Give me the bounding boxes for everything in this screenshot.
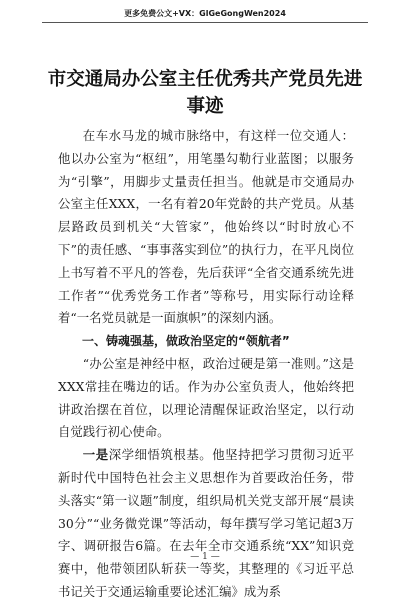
document-body bbox=[58, 125, 354, 604]
page-number: — 1 — bbox=[190, 552, 220, 562]
point-body-text: 深学细悟筑根基。他坚持把学习贯彻习近平新时代中国特色社会主义思想作为首要政治任务，带头落实“第一议题”制度，组织局机关党支部开展“晨读30分”“业务微党课”等活动，每年撰写学习笔记超3万字、调研报告6篇。在去年全市交通系统“XX”知识竞赛中，他带领团队斩获一等奖，其整理的《习近平总书记关于交通运输重要论述汇编》成为系 bbox=[58, 447, 355, 599]
header-note: 更多免费公文+VX：GlGeGongWen2024 bbox=[124, 9, 286, 18]
intro-paragraph: 在车水马龙的城市脉络中，有这样一位交通人：他以办公室为“枢纽”，用笔墨勾勒行业蓝图；以服务为“引擎”，用脚步丈量责任担当。他就是市交通局办公室主任XXX，一名有着20年党龄的共产党员。从基层路政员到机关“大管家”，他始终以“时时放心不下”的责任感、“事事落实到位”的执行力，在平凡岗位上书写着不平凡的答卷，先后获评“全省交通系统先进工作者”“优秀党务工作者”等称号，用实际行动诠释着“一名党员就是一面旗帜”的深刻内涵。 bbox=[58, 128, 354, 326]
section-heading-1: 一、铸魂强基，做政治坚定的“领航者” bbox=[82, 334, 290, 349]
document-title: 市交通局办公室主任优秀共产党员先进事迹 bbox=[47, 69, 363, 117]
section-1-paragraph: “办公室是神经中枢，政治过硬是第一准则。”这是XXX常挂在嘴边的话。作为办公室负责人，他始终把讲政治摆在首位，以理论清醒保证政治坚定，以行动自觉践行初心使命。 bbox=[58, 355, 354, 440]
point-lead-label: 一是 bbox=[82, 447, 109, 463]
header-divider bbox=[42, 22, 368, 23]
